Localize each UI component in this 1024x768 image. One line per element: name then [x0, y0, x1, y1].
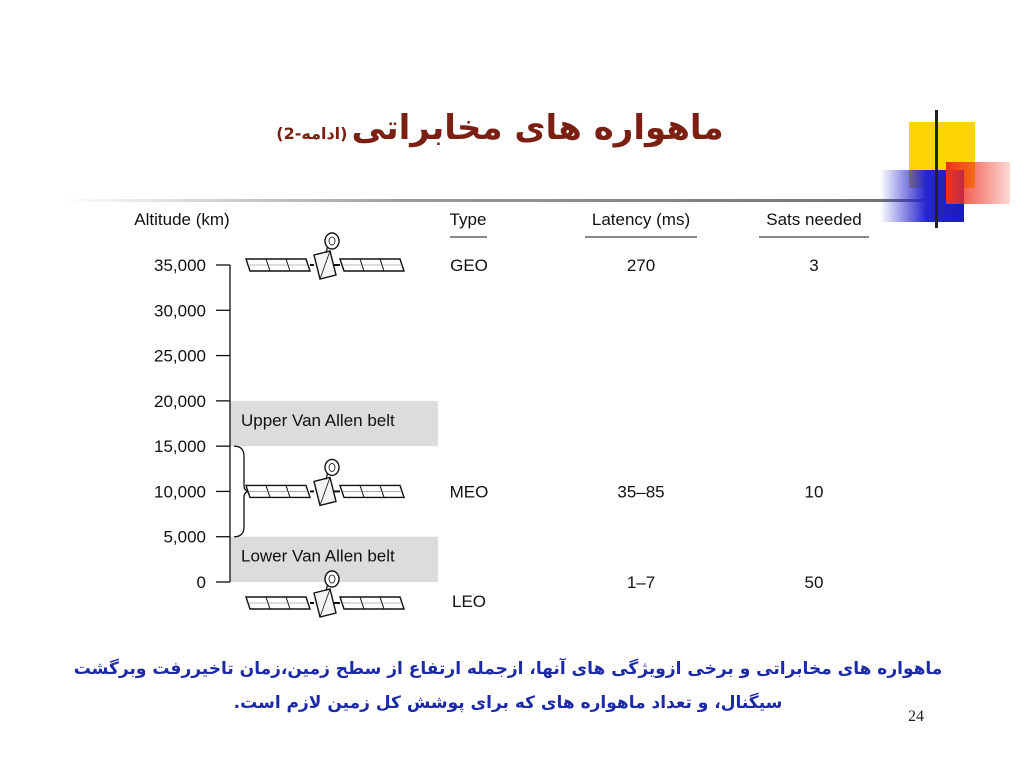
row-latency-2: 1–7 — [626, 573, 656, 592]
axis-tick-label-1: 30,000 — [154, 301, 206, 321]
axis-tick-label-7: 0 — [196, 573, 206, 592]
slide-title-main: ماهواره های مخابراتی — [351, 108, 724, 148]
axis-label: Altitude (km) — [134, 210, 230, 229]
axis-tick-label-5: 10,000 — [154, 482, 206, 502]
van-allen-belt-label-0: Upper Van Allen belt — [241, 410, 395, 430]
axis-tick-label-2: 25,000 — [154, 346, 206, 366]
row-latency-0: 270 — [626, 256, 656, 275]
header-sats: Sats needed — [766, 210, 862, 229]
caption-line-1: ماهواره های مخابراتی و برخی ازویژگی های آنها، ازجمله ارتفاع از سطح زمین،زمان تاخیررفت وبرگشت — [73, 659, 943, 679]
satellite-icon-geo — [246, 233, 404, 279]
axis-tick-label-4: 15,000 — [154, 437, 206, 457]
van-allen-belt-label-1: Lower Van Allen belt — [241, 546, 395, 566]
axis-tick-label-0: 35,000 — [154, 256, 206, 275]
header-type: Type — [449, 210, 487, 229]
row-sats-2: 50 — [804, 573, 824, 592]
table-header — [450, 210, 869, 237]
ticks-layer — [154, 256, 230, 592]
slide-caption — [58, 652, 958, 720]
row-latency-1: 35–85 — [617, 482, 665, 502]
page-number: 24 — [908, 708, 924, 725]
caption-line-2: سیگنال، و تعداد ماهواره های که برای پوشش کل زمین لازم است. — [233, 693, 783, 713]
row-type-2: LEO — [451, 592, 487, 611]
satellite-icon-meo — [246, 459, 404, 505]
row-type-0: GEO — [450, 256, 488, 275]
header-latency: Latency (ms) — [591, 210, 691, 229]
slide-title-suffix: (ادامه-2) — [276, 124, 348, 143]
axis-tick-label-6: 5,000 — [163, 527, 206, 547]
row-sats-0: 3 — [809, 256, 819, 275]
row-type-1: MEO — [449, 482, 489, 502]
axis-tick-label-3: 20,000 — [154, 391, 206, 411]
row-sats-1: 10 — [804, 482, 824, 502]
